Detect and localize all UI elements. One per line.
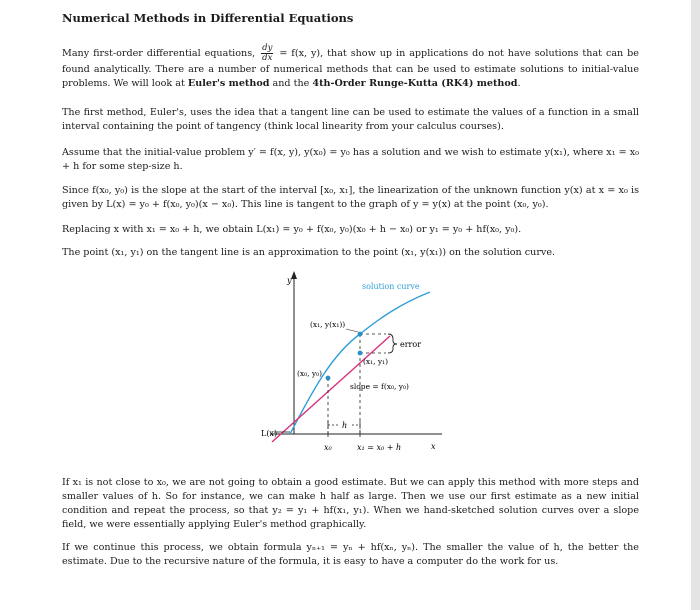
slope-label: slope = f(x₀, y₀) bbox=[350, 382, 409, 391]
true-point-label: (x₁, y(x₁)) bbox=[310, 320, 346, 329]
y-axis-arrow bbox=[291, 271, 297, 279]
step-h-label: h bbox=[342, 421, 348, 430]
approx-point-marker bbox=[358, 351, 363, 356]
start-point-label: (x₀, y₀) bbox=[297, 369, 323, 378]
intro-paragraph bbox=[62, 44, 639, 91]
linearization-paragraph: Since f(x₀, y₀) is the slope at the start of the interval [x₀, x₁], the linearization of the unknown function y(x) at x = x₀ is given by L(x) = y₀ + f(x₀, y₀)(x − x₀). This line is tangent to the graph of y = y(x) at the point (x₀, y₀). bbox=[62, 185, 639, 210]
smaller-steps-paragraph: If x₁ is not close to x₀, we are not going to obtain a good estimate. But we can apply this method with more steps and smaller values of h. So for instance, we can make h half as large. Then we use our first estimate as a new initial condition and repeat the process, so that y₂ = y₁ + hf(x₁, y₁). When we hand-sketched solution curves over a slope field, we were essentially applying Euler's method graphically. bbox=[62, 477, 639, 530]
solution-curve-label: solution curve bbox=[362, 282, 420, 291]
x0-tick-label: x₀ bbox=[324, 443, 332, 452]
y-axis-label: y bbox=[287, 276, 292, 285]
intro-text-2: = f(x, y), that show up in applications do not have solutions that can be found analytically. There are a number of numerical methods that can be used to estimate solutions to initial-value problems. We will look at bbox=[62, 48, 639, 89]
approximation-paragraph: The point (x₁, y₁) on the tangent line is an approximation to the point (x₁, y(x₁)) on the solution curve. bbox=[62, 247, 556, 258]
derivative-fraction bbox=[261, 44, 273, 63]
page-title: Numerical Methods in Differential Equations bbox=[62, 11, 354, 25]
recursive-formula-paragraph: If we continue this process, we obtain formula yₙ₊₁ = yₙ + hf(xₙ, yₙ). The smaller the value of h, the better the estimate. Due to the recursive nature of the formula, it is easy to have a computer do the work for us. bbox=[62, 542, 639, 567]
euler-idea-paragraph: The first method, Euler's, uses the idea that a tangent line can be used to estimate the values of a function in a small interval containing the point of tangency (think local linearity from your calculus courses). bbox=[62, 107, 639, 132]
scrollbar-track[interactable] bbox=[691, 0, 700, 610]
frac-numerator: dy bbox=[262, 43, 273, 53]
ivp-assumption-paragraph: Assume that the initial-value problem y′ = f(x, y), y(x₀) = y₀ has a solution and we wish to estimate y(x₁), where x₁ = x₀ + h for some step-size h. bbox=[62, 147, 639, 172]
approx-point-label: (x₁, y₁) bbox=[363, 357, 389, 366]
euler-method-term: Euler's method bbox=[187, 78, 270, 89]
tangent-line-label: L(x) bbox=[261, 429, 278, 438]
x1-tick-label: x₁ = x₀ + h bbox=[357, 443, 402, 452]
rk4-method-term: 4th-Order Runge-Kutta (RK4) method bbox=[312, 78, 518, 89]
x-axis-label: x bbox=[431, 442, 436, 451]
intro-text-3: and the bbox=[272, 78, 310, 89]
error-label: error bbox=[400, 340, 422, 349]
true-point-leader bbox=[346, 329, 358, 332]
replacement-paragraph: Replacing x with x₁ = x₀ + h, we obtain L(x₁) = y₀ + f(x₀, y₀)(x₀ + h − x₀) or y₁ = y₀ + hf(x₀, y₀). bbox=[62, 224, 522, 235]
intro-text-end: . bbox=[517, 78, 521, 89]
start-point-marker bbox=[326, 376, 331, 381]
euler-method-diagram bbox=[230, 266, 465, 466]
true-point-marker bbox=[358, 332, 363, 337]
intro-text-1: Many first-order differential equations, bbox=[62, 48, 256, 59]
frac-denominator: dx bbox=[262, 53, 273, 63]
